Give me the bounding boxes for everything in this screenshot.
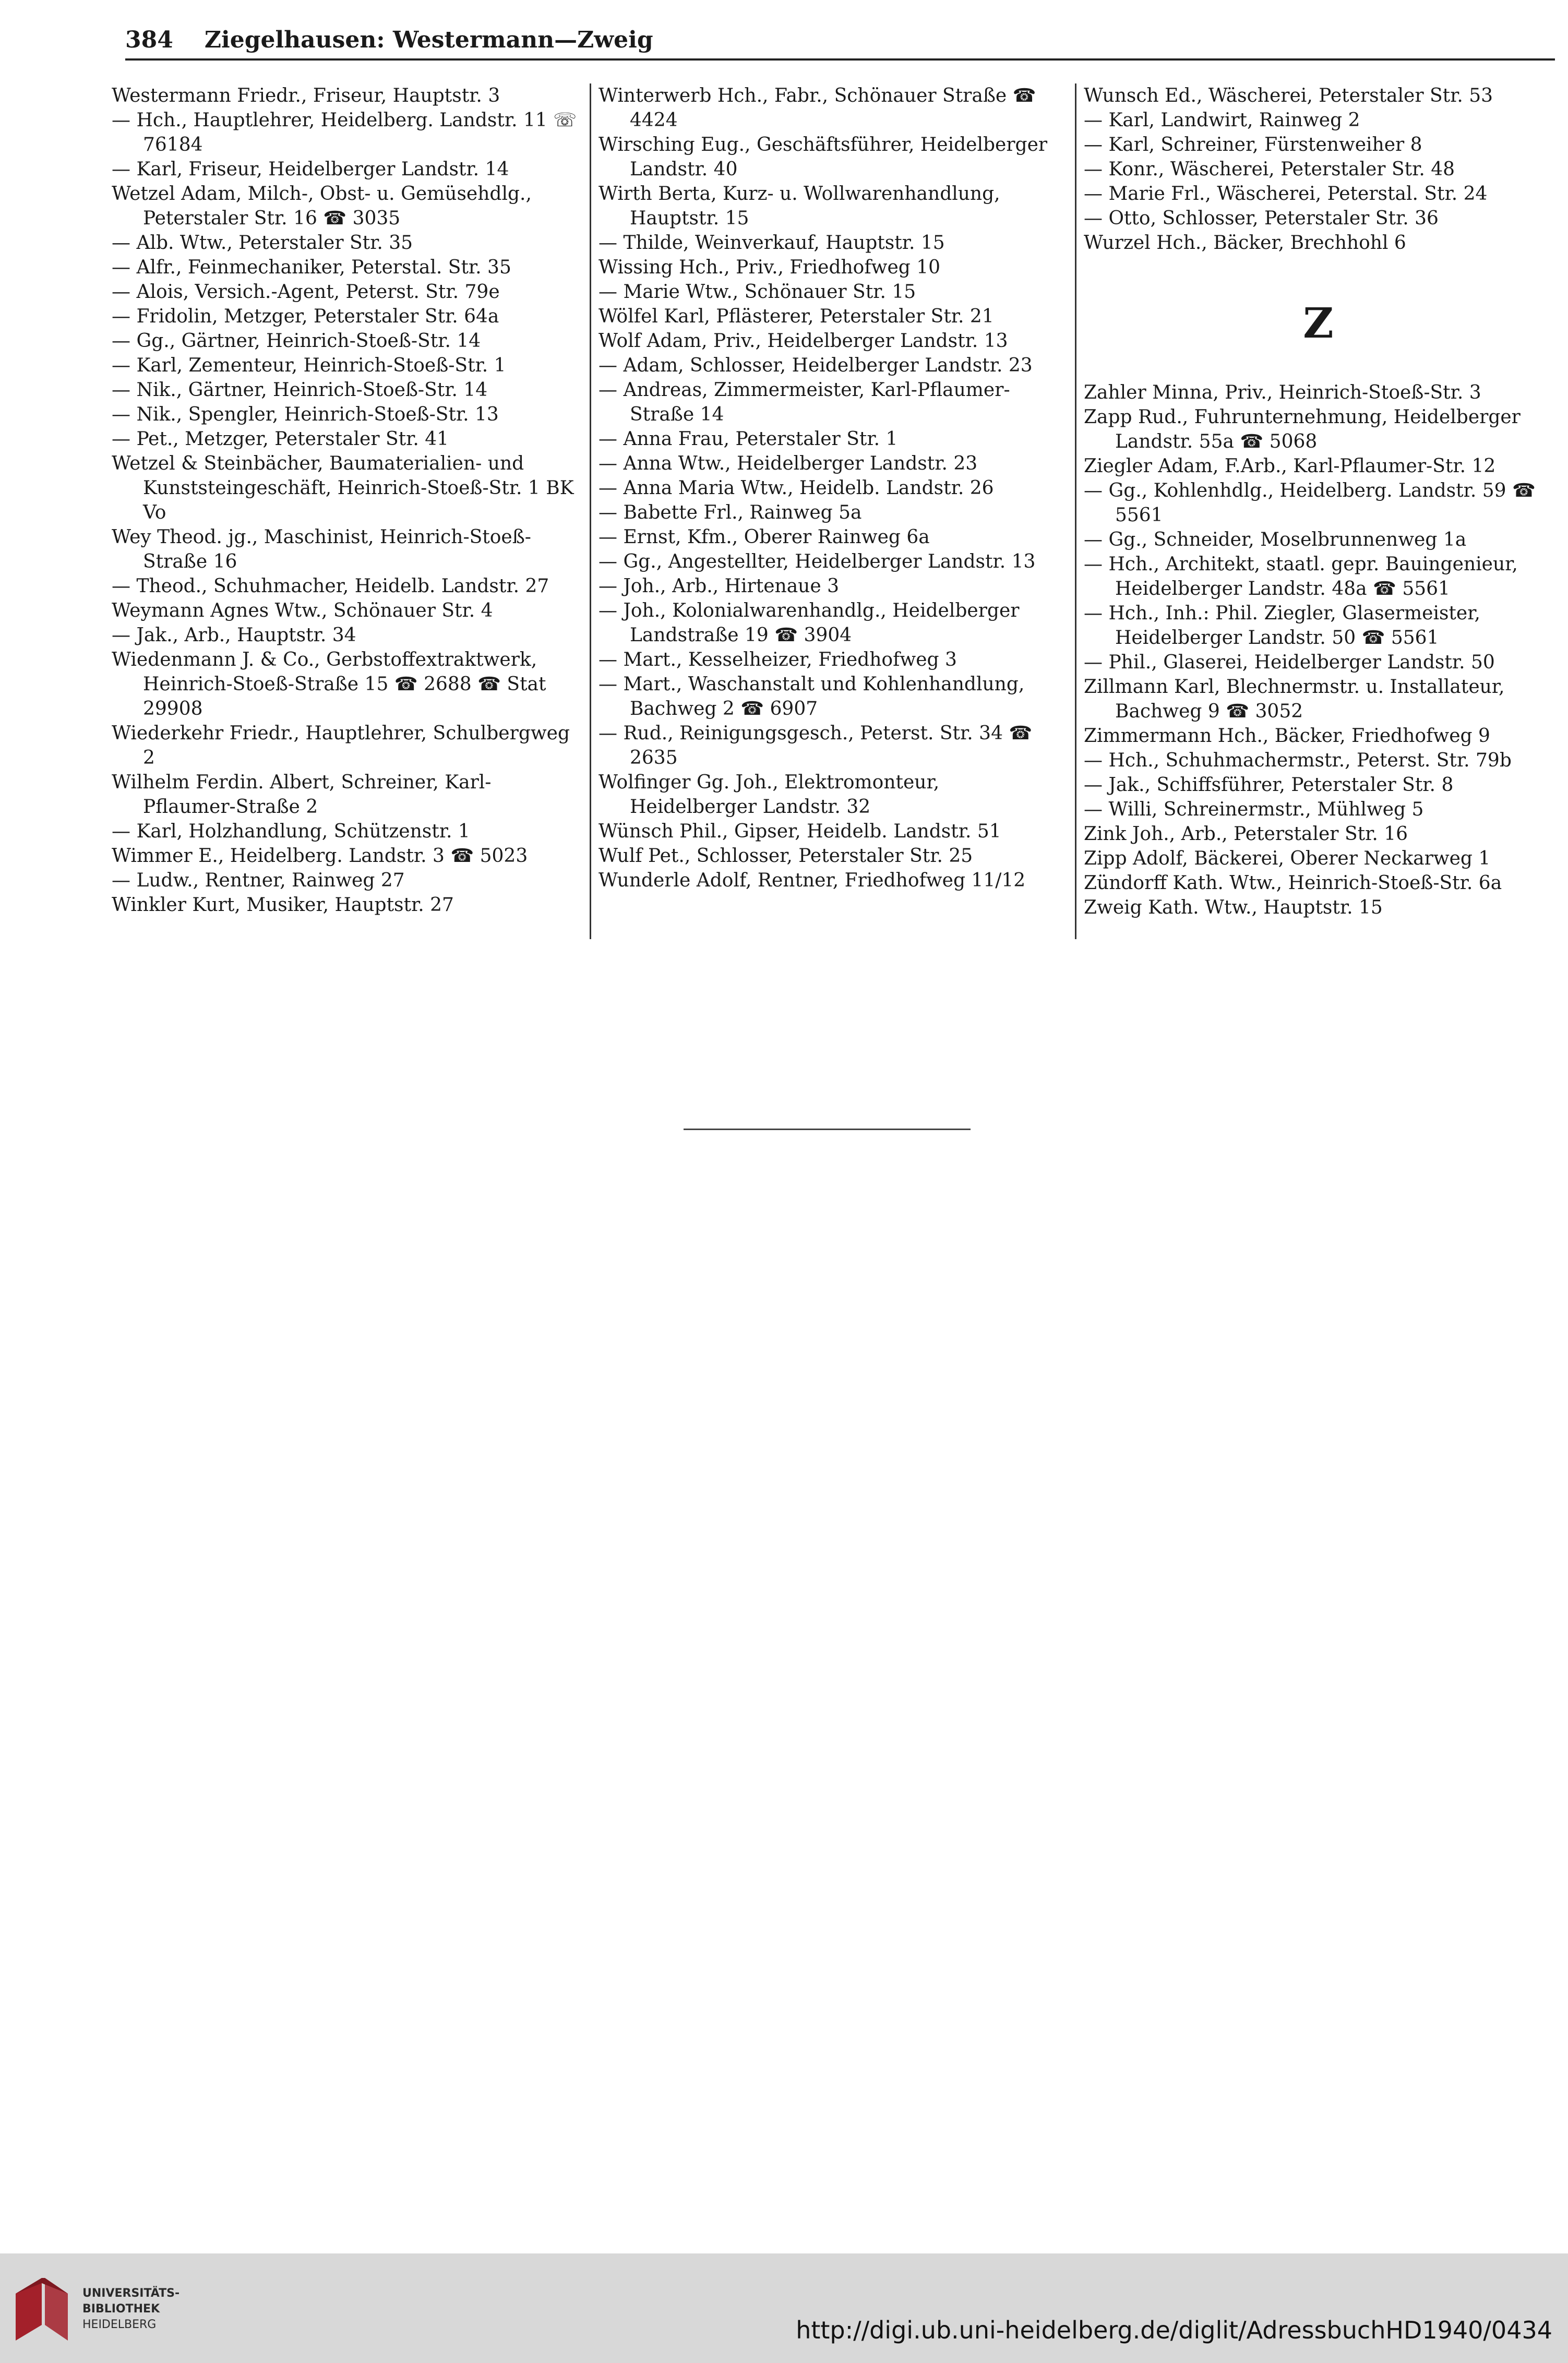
list-item: — Alfr., Feinmechaniker, Peterstal. Str. 35: [112, 257, 511, 278]
list-item: — Karl, Schreiner, Fürstenweiher 8: [1084, 134, 1422, 155]
list-item: Wünsch Phil., Gipser, Heidelb. Landstr. 51: [599, 821, 1001, 842]
list-item: — Mart., Kesselheizer, Friedhofweg 3: [599, 649, 957, 670]
column-1: [104, 83, 590, 939]
list-item: Weymann Agnes Wtw., Schönauer Str. 4: [112, 600, 493, 621]
list-item: — Alois, Versich.-Agent, Peterst. Str. 79e: [112, 281, 500, 303]
list-item: — Gg., Gärtner, Heinrich-Stoeß-Str. 14: [112, 330, 481, 352]
list-item: — Karl, Friseur, Heidelberger Landstr. 14: [112, 159, 509, 180]
list-item: Wetzel Adam, Milch-, Obst- u. Gemüsehdlg., Peterstaler Str. 16 ☎ 3035: [112, 183, 532, 229]
source-url-link[interactable]: http://digi.ub.uni-heidelberg.de/diglit/AdressbuchHD1940/0434: [796, 2316, 1552, 2344]
list-item: — Pet., Metzger, Peterstaler Str. 41: [112, 428, 449, 450]
directory-columns: [104, 83, 1560, 939]
list-item: — Anna Wtw., Heidelberger Landstr. 23: [599, 453, 978, 474]
footer-bar: [0, 2253, 1568, 2363]
list-item: — Karl, Holzhandlung, Schützenstr. 1: [112, 821, 470, 842]
list-item: Wiedenmann J. & Co., Gerbstoffextraktwerk, Heinrich-Stoeß-Straße 15 ☎ 2688 ☎ Stat 29908: [112, 649, 546, 719]
list-item: — Adam, Schlosser, Heidelberger Landstr. 23: [599, 355, 1033, 376]
list-item: — Theod., Schuhmacher, Heidelb. Landstr. 27: [112, 575, 549, 597]
list-item: — Rud., Reinigungsgesch., Peterst. Str. 34 ☎ 2635: [599, 723, 1033, 769]
list-item: — Gg., Kohlenhdlg., Heidelberg. Landstr. 59 ☎ 5561: [1084, 480, 1536, 526]
logo-line-3: HEIDELBERG: [82, 2318, 157, 2331]
list-item: — Nik., Spengler, Heinrich-Stoeß-Str. 13: [112, 404, 499, 425]
list-item: — Phil., Glaserei, Heidelberger Landstr. 50: [1084, 652, 1495, 673]
list-item: Wolfinger Gg. Joh., Elektromonteur, Heidelberger Landstr. 32: [599, 772, 940, 818]
list-item: — Mart., Waschanstalt und Kohlenhandlung, Bachweg 2 ☎ 6907: [599, 674, 1025, 719]
page-header: [125, 16, 1555, 61]
list-item: — Konr., Wäscherei, Peterstaler Str. 48: [1084, 159, 1455, 180]
list-item: Winterwerb Hch., Fabr., Schönauer Straße ☎ 4424: [599, 85, 1036, 131]
page-number: 384: [125, 27, 173, 53]
list-item: Wey Theod. jg., Maschinist, Heinrich-Stoeß-Straße 16: [112, 526, 531, 572]
list-item: — Marie Frl., Wäscherei, Peterstal. Str. 24: [1084, 183, 1488, 205]
list-item: — Karl, Landwirt, Rainweg 2: [1084, 110, 1360, 131]
list-item: — Gg., Schneider, Moselbrunnenweg 1a: [1084, 529, 1467, 550]
list-item: Zink Joh., Arb., Peterstaler Str. 16: [1084, 823, 1408, 845]
list-item: — Nik., Gärtner, Heinrich-Stoeß-Str. 14: [112, 379, 488, 401]
column-2: [590, 83, 1075, 939]
list-item: Zipp Adolf, Bäckerei, Oberer Neckarweg 1: [1084, 848, 1491, 869]
list-item: — Anna Maria Wtw., Heidelb. Landstr. 26: [599, 477, 994, 499]
list-item: Zillmann Karl, Blechnermstr. u. Installateur, Bachweg 9 ☎ 3052: [1084, 676, 1505, 722]
list-item: Wirth Berta, Kurz- u. Wollwarenhandlung, Hauptstr. 15: [599, 183, 1000, 229]
list-item: — Jak., Schiffsführer, Peterstaler Str. 8: [1084, 774, 1454, 796]
list-item: Ziegler Adam, F.Arb., Karl-Pflaumer-Str. 12: [1084, 455, 1496, 477]
list-item: Winkler Kurt, Musiker, Hauptstr. 27: [112, 894, 454, 916]
end-rule-divider: [684, 1129, 971, 1130]
library-logo-text: [82, 2286, 179, 2333]
library-logo[interactable]: [10, 2265, 180, 2354]
library-logo-icon: [10, 2273, 73, 2346]
list-item: Westermann Friedr., Friseur, Hauptstr. 3: [112, 85, 500, 106]
list-item: Wunsch Ed., Wäscherei, Peterstaler Str. 53: [1084, 85, 1493, 106]
list-item: — Andreas, Zimmermeister, Karl-Pflaumer-Straße 14: [599, 379, 1010, 425]
list-item: — Jak., Arb., Hauptstr. 34: [112, 625, 356, 646]
list-item: Wirsching Eug., Geschäftsführer, Heidelberger Landstr. 40: [599, 134, 1048, 180]
list-item: Zimmermann Hch., Bäcker, Friedhofweg 9: [1084, 725, 1490, 747]
list-item: — Gg., Angestellter, Heidelberger Landstr. 13: [599, 551, 1036, 572]
list-item: Zahler Minna, Priv., Heinrich-Stoeß-Str. 3: [1084, 382, 1481, 403]
list-item: Wissing Hch., Priv., Friedhofweg 10: [599, 257, 941, 278]
list-item: — Hch., Inh.: Phil. Ziegler, Glasermeister, Heidelberger Landstr. 50 ☎ 5561: [1084, 603, 1480, 649]
list-item: — Joh., Kolonialwarenhandlg., Heidelberger Landstraße 19 ☎ 3904: [599, 600, 1020, 646]
list-item: Zweig Kath. Wtw., Hauptstr. 15: [1084, 897, 1383, 918]
list-item: — Babette Frl., Rainweg 5a: [599, 502, 862, 523]
list-item: Wetzel & Steinbächer, Baumaterialien- und Kunststeingeschäft, Heinrich-Stoeß-Str. 1 BK Vo: [112, 453, 574, 523]
list-item: Wilhelm Ferdin. Albert, Schreiner, Karl-Pflaumer-Straße 2: [112, 772, 492, 818]
page-title: Ziegelhausen: Westermann—Zweig: [204, 27, 653, 53]
list-item: — Thilde, Weinverkauf, Hauptstr. 15: [599, 232, 945, 254]
list-item: — Hch., Hauptlehrer, Heidelberg. Landstr. 11 ☏ 76184: [112, 110, 577, 155]
list-item: Wölfel Karl, Pflästerer, Peterstaler Str. 21: [599, 306, 994, 327]
list-item: — Marie Wtw., Schönauer Str. 15: [599, 281, 916, 303]
logo-line-1: UNIVERSITÄTS-: [82, 2287, 180, 2300]
list-item: Wurzel Hch., Bäcker, Brechhohl 6: [1084, 232, 1406, 254]
column-3: [1075, 83, 1560, 939]
list-item: — Ludw., Rentner, Rainweg 27: [112, 870, 405, 891]
list-item: — Ernst, Kfm., Oberer Rainweg 6a: [599, 526, 930, 548]
list-item: — Hch., Schuhmachermstr., Peterst. Str. 79b: [1084, 750, 1512, 771]
list-item: Wolf Adam, Priv., Heidelberger Landstr. 13: [599, 330, 1008, 352]
list-item: Wunderle Adolf, Rentner, Friedhofweg 11/12: [599, 870, 1026, 891]
list-item: — Karl, Zementeur, Heinrich-Stoeß-Str. 1: [112, 355, 506, 376]
list-item: — Otto, Schlosser, Peterstaler Str. 36: [1084, 208, 1439, 229]
list-item: Zündorff Kath. Wtw., Heinrich-Stoeß-Str. 6a: [1084, 872, 1502, 894]
list-item: — Willi, Schreinermstr., Mühlweg 5: [1084, 799, 1424, 820]
list-item: — Joh., Arb., Hirtenaue 3: [599, 575, 840, 597]
list-item: — Anna Frau, Peterstaler Str. 1: [599, 428, 898, 450]
letter-heading: Z: [1303, 298, 1334, 347]
list-item: — Fridolin, Metzger, Peterstaler Str. 64a: [112, 306, 499, 327]
logo-line-2: BIBLIOTHEK: [82, 2302, 160, 2316]
list-item: Wulf Pet., Schlosser, Peterstaler Str. 25: [599, 845, 973, 867]
list-item: Zapp Rud., Fuhrunternehmung, Heidelberger Landstr. 55a ☎ 5068: [1084, 406, 1521, 452]
list-item: Wiederkehr Friedr., Hauptlehrer, Schulbergweg 2: [112, 723, 570, 769]
list-item: Wimmer E., Heidelberg. Landstr. 3 ☎ 5023: [112, 845, 528, 867]
list-item: — Hch., Architekt, staatl. gepr. Bauingenieur, Heidelberger Landstr. 48a ☎ 5561: [1084, 554, 1518, 599]
list-item: — Alb. Wtw., Peterstaler Str. 35: [112, 232, 413, 254]
